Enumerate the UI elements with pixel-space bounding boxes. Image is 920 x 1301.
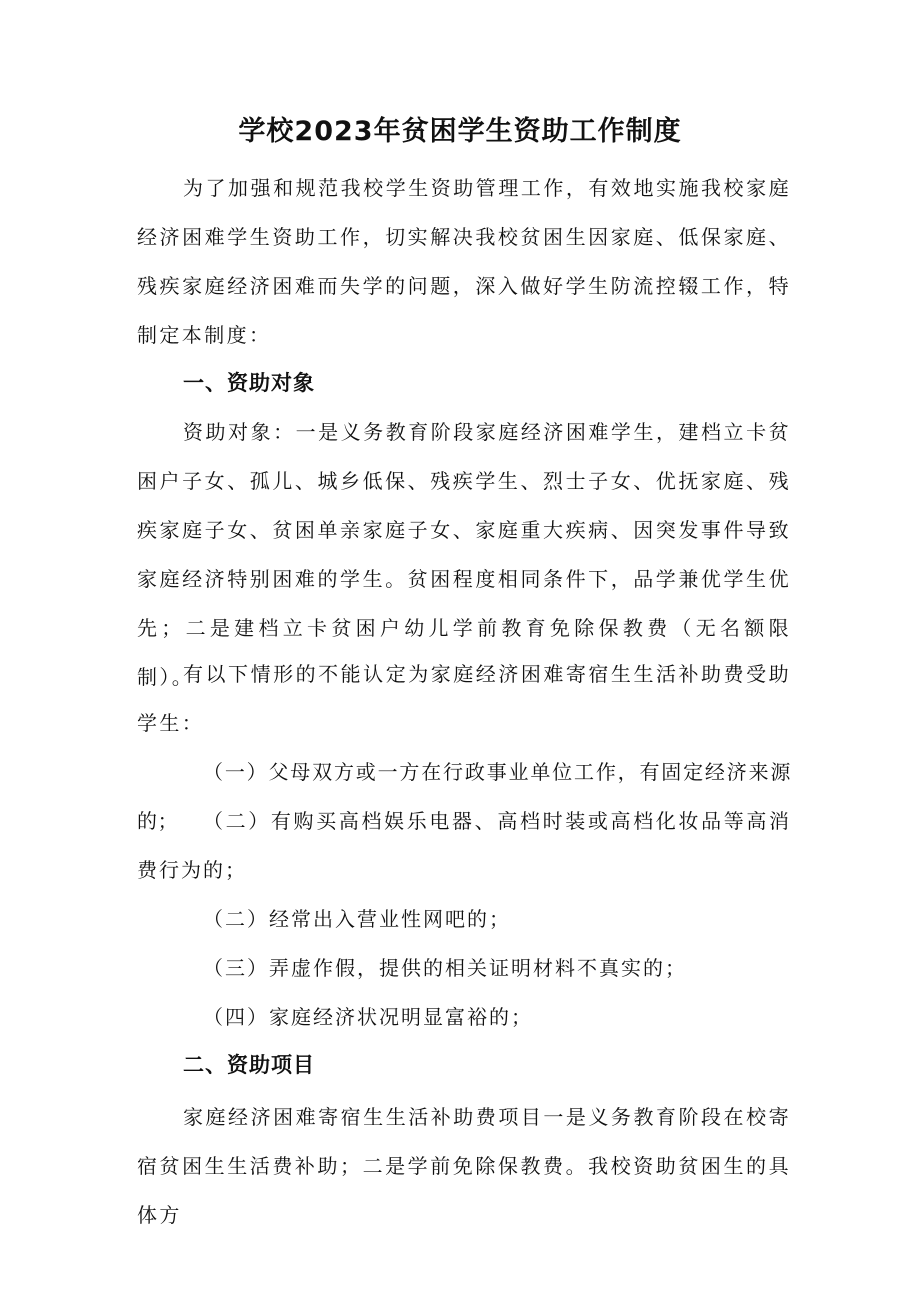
exclusion-item-5: （四）家庭经济状况明显富裕的；	[203, 1005, 533, 1029]
section-1-heading: 一、资助对象	[183, 371, 315, 395]
intro-paragraph: 为了加强和规范我校学生资助管理工作，有效地实施我校家庭经济困难学生资助工作，切实解决我校贫困生因家庭、低保家庭、残疾家庭经济困难而失学的问题，深入做好学生防流控辍工作，特制定本制度：	[137, 176, 791, 347]
section-1-paragraph-2: 有以下情形的不能认定为家庭经济困难寄宿生生活补助费受助学生：	[137, 662, 791, 735]
section-2-heading: 二、资助项目	[183, 1053, 315, 1077]
section-2-paragraph-1: 家庭经济困难寄宿生生活补助费项目一是义务教育阶段在校寄宿贫困生生活费补助；二是学前免除保教费。我校资助贫困生的具体方	[137, 1105, 791, 1227]
exclusion-item-3: （二）经常出入营业性网吧的；	[203, 907, 511, 931]
document-title: 学校2023年贫困学生资助工作制度	[238, 116, 682, 147]
exclusion-item-2: （二）有购买高档娱乐电器、高档时装或高档化妆品等高消费行为的；	[137, 809, 791, 882]
exclusion-item-1: （一）父母双方或一方在行政事业单位工作，有固定经济来源的；	[137, 760, 791, 833]
section-1-paragraph-1: 资助对象：一是义务教育阶段家庭经济困难学生，建档立卡贫困户子女、孤儿、城乡低保、残疾学生、烈士子女、优抚家庭、残疾家庭子女、贫困单亲家庭子女、家庭重大疾病、因突发事件导致家庭经济特别困难的学生。贫困程度相同条件下，品学兼优学生优先；二是建档立卡贫困户幼儿学前教育免除保教费（无名额限制）。	[137, 420, 791, 689]
exclusion-item-4: （三）弄虚作假，提供的相关证明材料不真实的；	[203, 956, 687, 980]
